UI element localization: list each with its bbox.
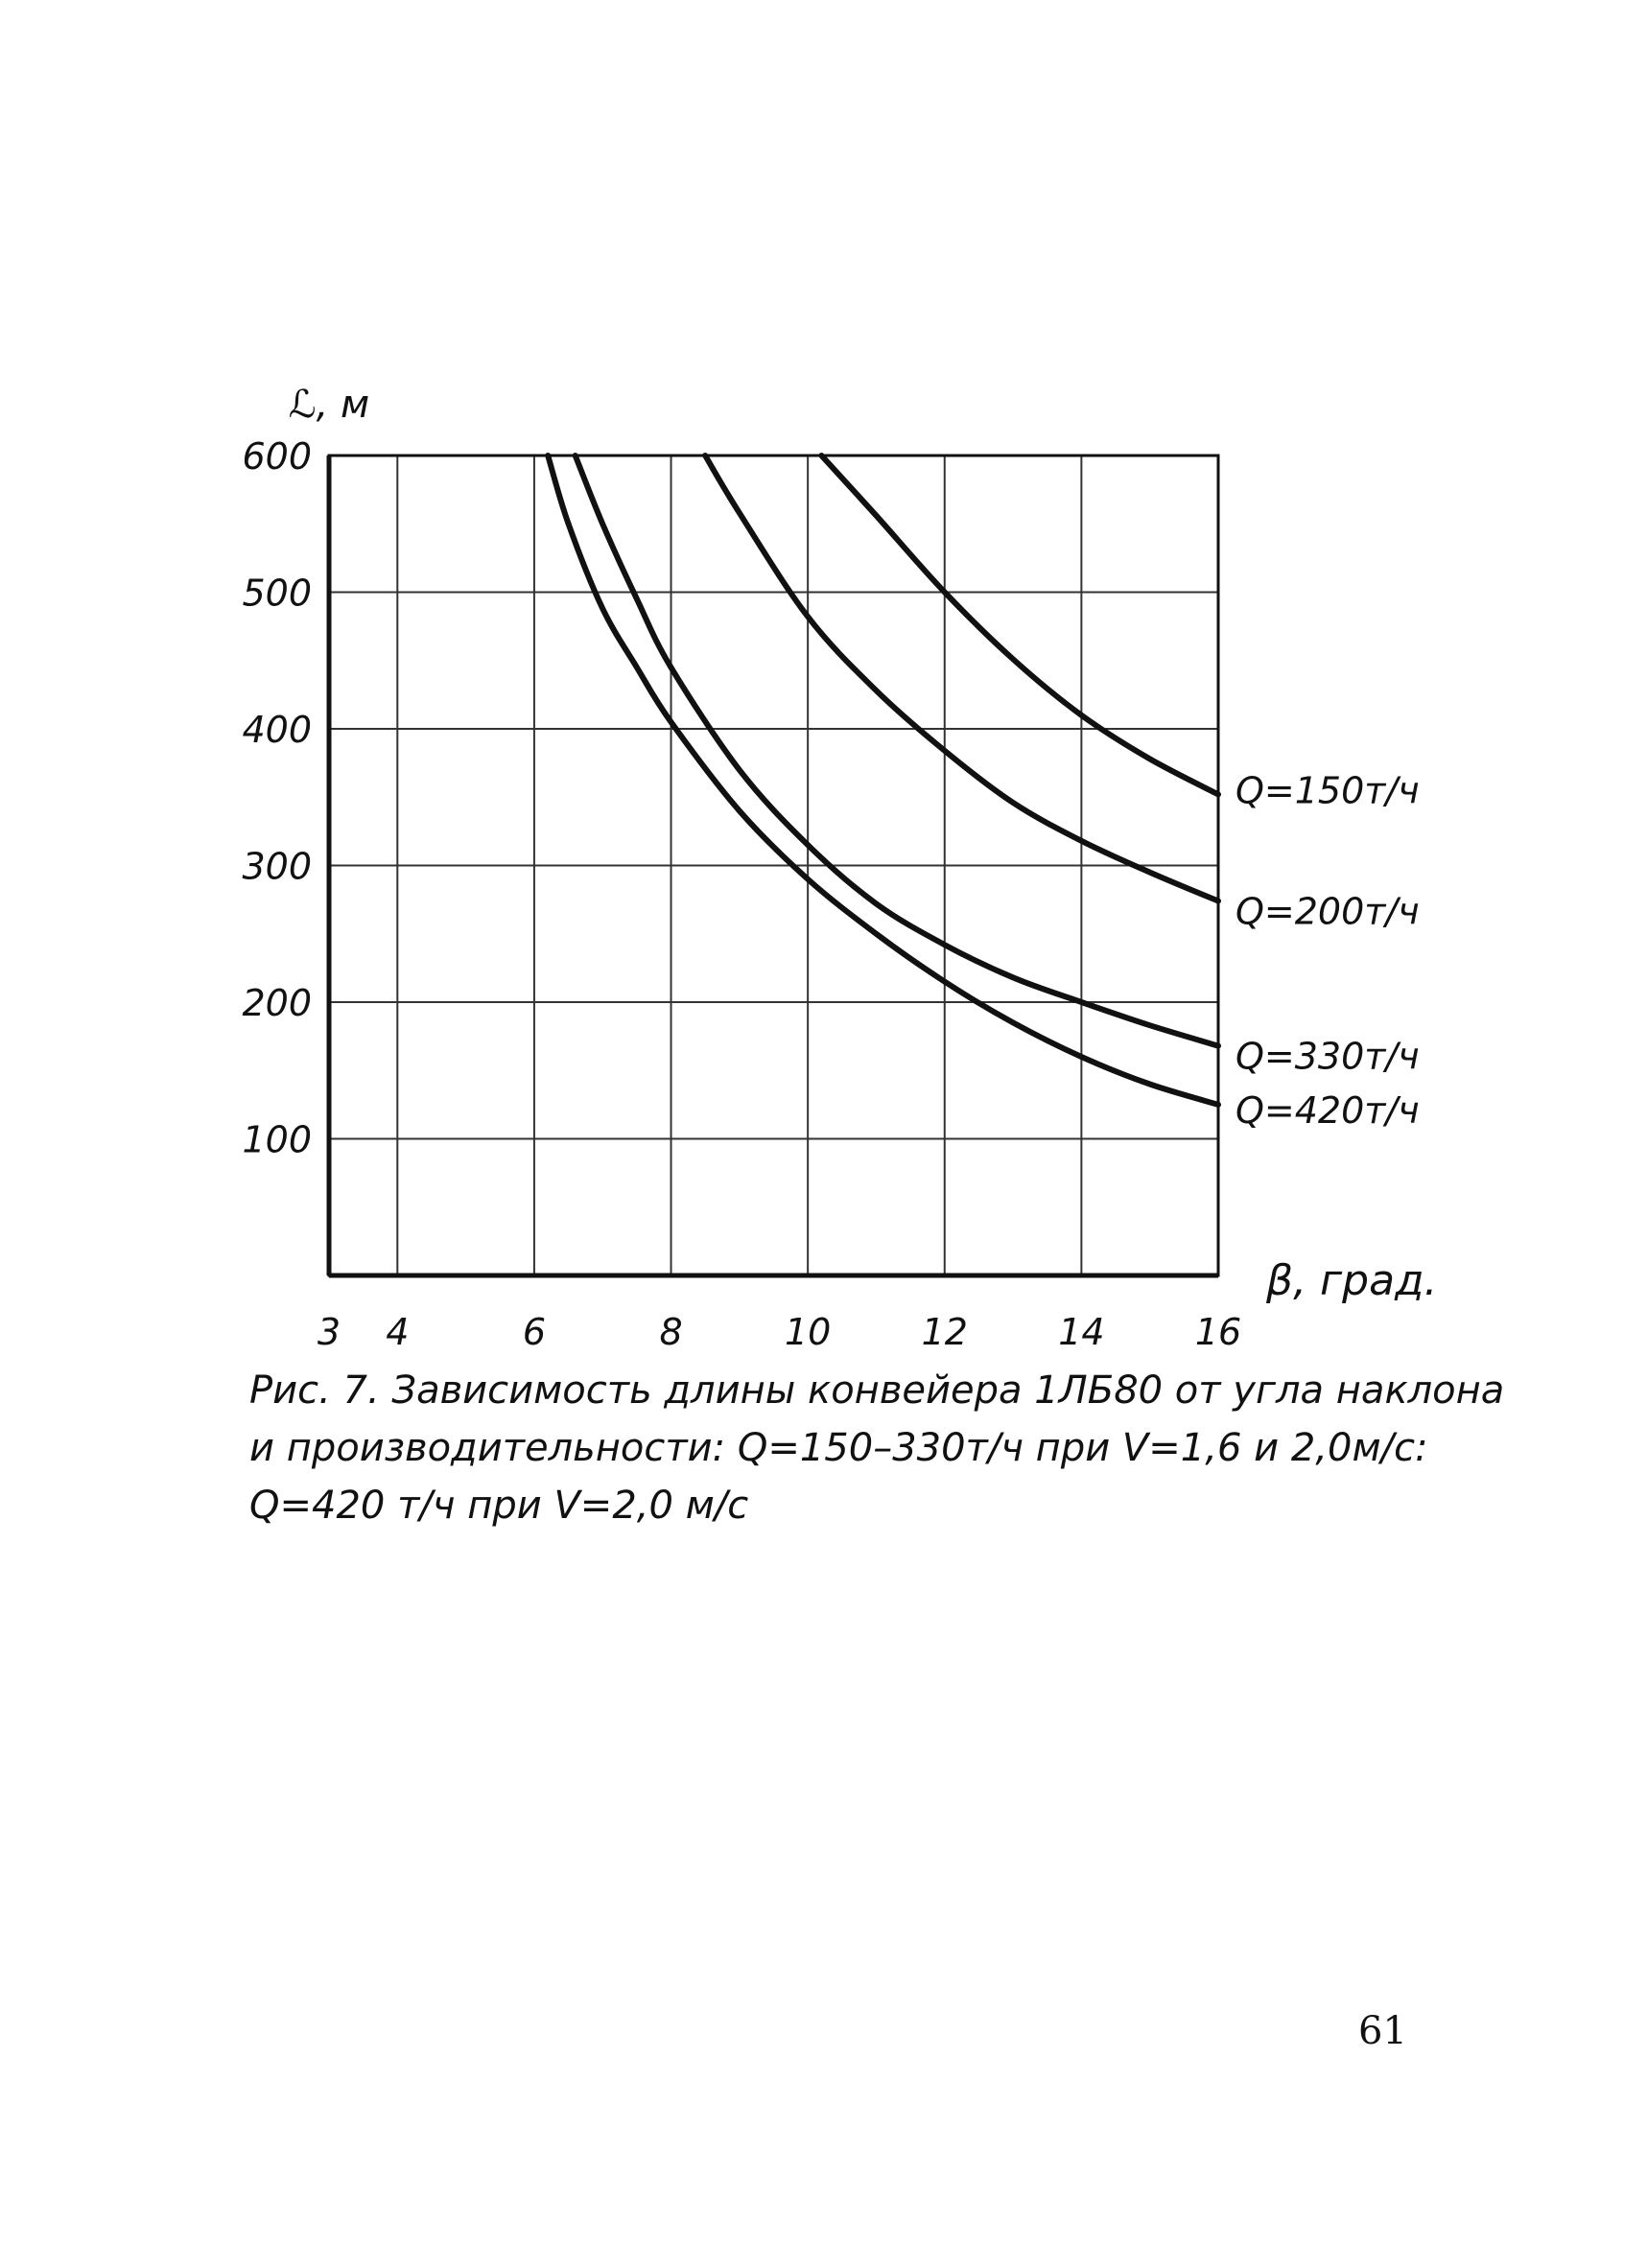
x-tick-label: 4 [386, 1311, 410, 1353]
series-label: Q=420т/ч [1235, 1088, 1420, 1132]
series-line [705, 456, 1218, 901]
caption-line-2: и производительности: Q=150–330т/ч при V=1,6 и 2,0м/с: [249, 1426, 1428, 1470]
caption-line-3: Q=420 т/ч при V=2,0 м/с [249, 1484, 749, 1528]
x-tick-label: 16 [1194, 1311, 1242, 1353]
x-tick-label: 3 [317, 1311, 341, 1353]
series-label: Q=330т/ч [1235, 1035, 1420, 1078]
chart-grid [329, 456, 1218, 1275]
page-number: 61 [1358, 2009, 1407, 2053]
x-tick-label: 14 [1058, 1311, 1105, 1353]
caption-line-1: Рис. 7. Зависимость длины конвейера 1ЛБ80 от угла наклона [249, 1368, 1505, 1413]
y-tick-label: 400 [242, 709, 312, 751]
x-tick-label: 6 [522, 1311, 547, 1353]
y-axis-label: ℒ, м [288, 383, 370, 427]
series-label: Q=150т/ч [1235, 769, 1420, 812]
y-tick-label: 300 [242, 845, 312, 888]
chart-labels [242, 383, 1437, 1353]
y-tick-label: 600 [242, 435, 312, 478]
x-axis-label: β, град. [1266, 1256, 1438, 1305]
chart-series [548, 456, 1218, 1105]
y-tick-label: 500 [242, 572, 312, 615]
series-line [821, 456, 1218, 794]
series-line [548, 456, 1218, 1105]
x-tick-label: 8 [659, 1311, 683, 1353]
y-tick-label: 100 [242, 1118, 312, 1161]
series-label: Q=200т/ч [1235, 890, 1420, 933]
figure-caption [249, 1362, 1505, 1534]
x-tick-label: 12 [921, 1311, 968, 1353]
y-tick-label: 200 [242, 982, 312, 1024]
x-tick-label: 10 [784, 1311, 832, 1353]
